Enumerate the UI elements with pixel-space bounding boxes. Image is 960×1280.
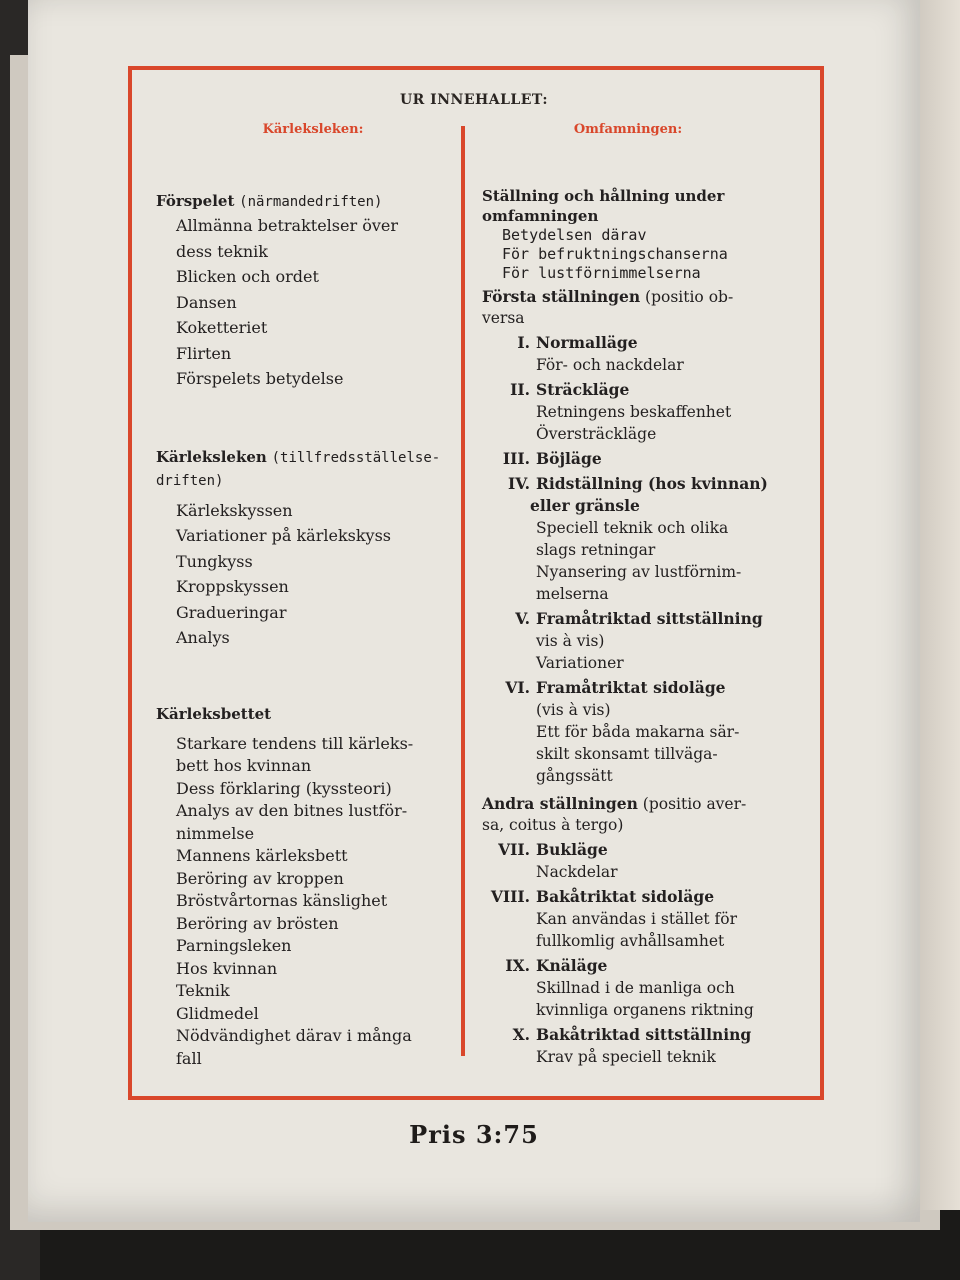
position-entry (482, 473, 812, 605)
list-item: bett hos kvinnan (176, 756, 312, 775)
position-detail: Skillnad i de manliga och (536, 979, 735, 997)
position-title: Ridställning (hos kvinnan) (536, 474, 768, 493)
first-position-heading: Första ställningen (positio ob- (482, 287, 734, 306)
position-title: Bukläge (536, 840, 608, 859)
left-column (156, 190, 456, 1070)
position-detail: Ett för båda makarna sär- (536, 723, 740, 741)
position-entry (482, 955, 812, 1021)
roman-numeral: VIII. (490, 887, 530, 906)
position-detail: Variationer (536, 654, 624, 672)
list-item: Mannens kärleksbett (176, 846, 348, 865)
positions-group-a (482, 332, 812, 787)
intro-heading-cont: omfamningen (482, 207, 599, 225)
section-subtitle: (tillfredsställelse- (271, 449, 441, 466)
right-column (482, 186, 812, 1068)
list-item: Glidmedel (176, 1003, 259, 1023)
list-item: Teknik (176, 981, 230, 1000)
position-body (536, 839, 618, 883)
position-entry (482, 1024, 812, 1068)
list-item: Beröring av kroppen (176, 868, 344, 888)
position-title: Bakåtriktad sittställning (536, 1025, 752, 1044)
list-item: Starkare tendens till kärleks- (176, 733, 414, 753)
position-title: Framåtriktad sittställning (536, 609, 763, 628)
position-entry (482, 379, 812, 445)
position-detail: Speciell teknik och olika (536, 519, 729, 537)
section-items (176, 733, 456, 1071)
roman-numeral: VII. (498, 840, 530, 859)
price-label: Pris 3:75 (409, 1120, 539, 1149)
position-body (536, 955, 754, 1021)
page-heading: UR INNEHALLET: (399, 92, 549, 108)
position-detail: Kan användas i stället för (536, 910, 738, 928)
list-item: fall (176, 1048, 202, 1068)
list-item: Kroppskyssen (176, 577, 289, 596)
list-item: Blicken och ordet (176, 267, 319, 286)
list-item: Dansen (176, 292, 237, 312)
position-entry (482, 886, 812, 952)
position-detail: skilt skonsamt tillväga- (536, 745, 718, 763)
roman-numeral: II. (510, 380, 530, 399)
section-karleksbettet (156, 703, 456, 1071)
book-back-page (28, 0, 920, 1222)
list-item: Kärlekskyssen (176, 500, 293, 520)
roman-numeral: X. (512, 1025, 530, 1044)
list-item: Nödvändighet därav i många (176, 1026, 412, 1045)
list-item: Parningsleken (176, 936, 292, 955)
column-divider (461, 126, 465, 1056)
position-title: Framåtriktat sidoläge (536, 678, 726, 697)
roman-numeral: I. (517, 333, 530, 352)
section-subtitle-cont: driften) (156, 472, 224, 489)
section-title: Förspelet (156, 192, 235, 210)
list-item: Tungkyss (176, 551, 253, 571)
list-item: Flirten (176, 343, 232, 363)
position-detail: vis à vis) (536, 632, 605, 650)
position-body (530, 473, 768, 605)
list-item: Förspelets betydelse (176, 369, 344, 388)
roman-numeral: III. (502, 449, 530, 468)
section-heading (156, 703, 456, 725)
list-item: Analys av den bitnes lustför- (176, 801, 408, 820)
position-entry (482, 839, 812, 883)
list-item: Bröstvårtornas känslighet (176, 891, 388, 910)
list-item: nimmelse (176, 823, 255, 843)
first-position-heading-cont: versa (482, 309, 525, 327)
position-detail: fullkomlig avhållsamhet (536, 932, 725, 950)
list-item: Analys (176, 628, 230, 647)
section-heading (156, 190, 456, 213)
list-item: Beröring av brösten (176, 913, 339, 933)
position-detail: melserna (536, 585, 609, 603)
position-body (536, 608, 763, 674)
second-position-heading-cont: sa, coitus à tergo) (482, 816, 624, 834)
position-title: Sträckläge (536, 380, 630, 399)
position-body (536, 332, 684, 376)
list-item: Variationer på kärlekskyss (176, 526, 392, 545)
right-column-title: Omfamningen: (573, 122, 683, 137)
position-detail: Retningens beskaffenhet (536, 403, 732, 421)
position-title: Normalläge (536, 333, 638, 352)
position-title: Knäläge (536, 956, 608, 975)
section-karleksleken (156, 446, 456, 651)
position-body (536, 886, 737, 952)
position-detail: gångssätt (536, 767, 613, 785)
section-items (176, 213, 456, 392)
section-items (176, 498, 456, 651)
left-column-title: Kärleksleken: (262, 122, 364, 137)
position-body (536, 448, 602, 470)
roman-numeral: VI. (505, 678, 530, 697)
position-body (536, 379, 731, 445)
position-detail: Nackdelar (536, 863, 618, 881)
position-entry (482, 448, 812, 470)
list-item: Allmänna betraktelser över (176, 216, 398, 235)
section-forspelet (156, 190, 456, 392)
positions-group-b (482, 839, 812, 1068)
section-heading (156, 446, 456, 469)
second-position-heading: Andra ställningen (positio aver- (482, 794, 747, 813)
intro-heading: Ställning och hållning under (482, 187, 725, 205)
position-detail: slags retningar (536, 541, 656, 559)
position-title: Bakåtriktat sidoläge (536, 887, 715, 906)
list-item: Koketteriet (176, 318, 268, 337)
position-detail: kvinnliga organens riktning (536, 1001, 754, 1019)
roman-numeral: IV. (508, 474, 530, 493)
section-subtitle: (närmandedriften) (239, 194, 383, 210)
position-body (536, 1024, 751, 1068)
position-detail: (vis à vis) (536, 701, 611, 719)
list-item: dess teknik (176, 241, 268, 261)
position-entry (482, 677, 812, 787)
list-item: Gradueringar (176, 602, 287, 622)
list-item: För befruktningschanserna (502, 245, 728, 263)
section-title: Kärleksbettet (156, 704, 272, 723)
position-detail: Krav på speciell teknik (536, 1048, 716, 1066)
list-item: Hos kvinnan (176, 958, 278, 978)
list-item: För lustförnimmelserna (502, 264, 701, 282)
position-detail: Nyansering av lustförnim- (536, 563, 742, 581)
roman-numeral: IX. (505, 956, 530, 975)
roman-numeral: V. (515, 609, 530, 628)
position-body (536, 677, 739, 787)
position-detail: För- och nackdelar (536, 356, 684, 374)
position-title-cont: eller gränsle (530, 496, 640, 515)
list-item: Betydelsen därav (502, 226, 647, 244)
section-title: Kärleksleken (156, 447, 267, 466)
list-item: Dess förklaring (kyssteori) (176, 778, 392, 798)
position-detail: Översträckläge (536, 425, 657, 443)
position-entry (482, 332, 812, 376)
position-entry (482, 608, 812, 674)
position-title: Böjläge (536, 449, 602, 468)
